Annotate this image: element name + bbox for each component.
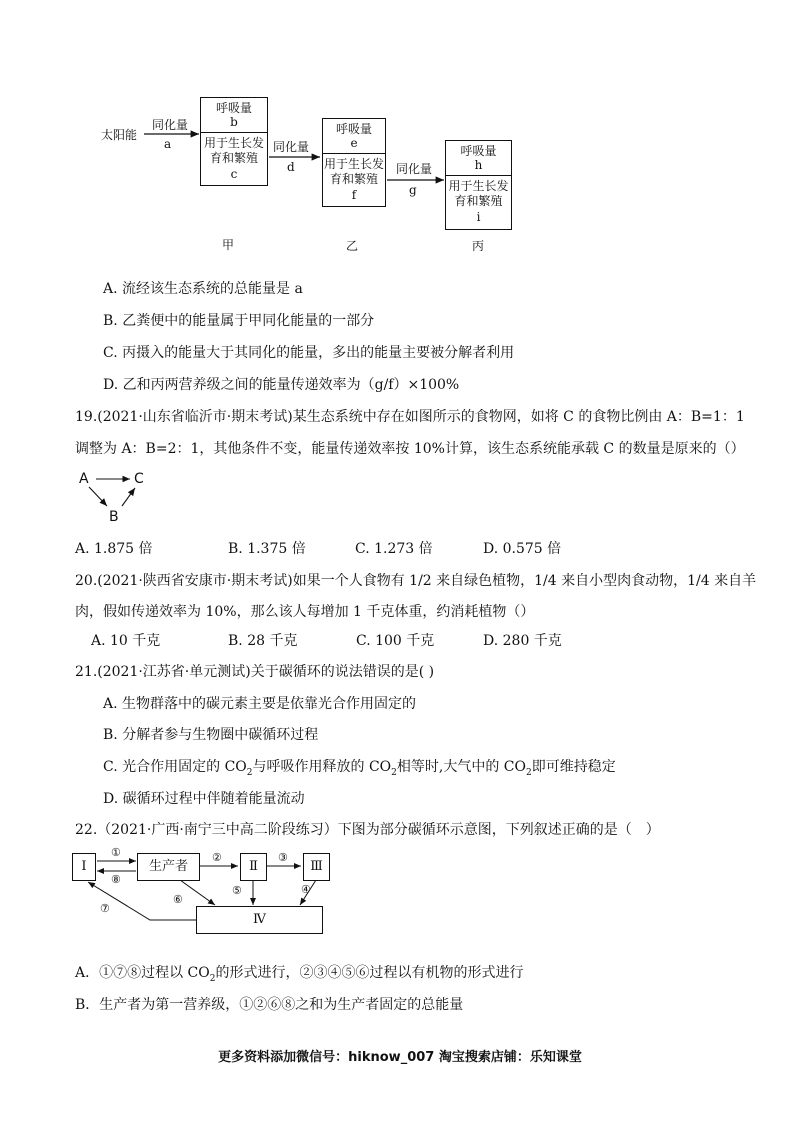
growth-label-2: 育和繁殖 <box>329 172 378 186</box>
carbon-node-1: Ⅰ <box>72 853 96 881</box>
trophic-box-bing <box>445 140 512 230</box>
q19-stem-line2: 调整为 A：B=2：1，其他条件不变，能量传递效率按 10%计算，该生态系统能承载 C 的数量是原来的（） <box>75 441 745 457</box>
process-mark-7: ⑦ <box>100 902 110 915</box>
q19-option-a: A. 1.875 倍 <box>75 541 153 557</box>
q19-option-d: D. 0.575 倍 <box>483 541 562 557</box>
trophic-box-jia <box>200 97 268 186</box>
process-mark-2: ② <box>212 851 222 864</box>
growth-label-1: 用于生长发 <box>448 179 509 193</box>
var-d: d <box>287 160 295 174</box>
process-mark-6: ⑥ <box>173 893 183 906</box>
q19-option-c: C. 1.273 倍 <box>355 541 433 557</box>
q18-option-b: B. 乙粪便中的能量属于甲同化能量的一部分 <box>103 313 375 329</box>
growth-var: c <box>230 167 238 181</box>
growth-label-1: 用于生长发 <box>323 157 384 171</box>
q20-stem-line1: 20.(2021·陕西省安康市·期末考试)如果一个人食物有 1/2 来自绿色植物，1/4 来自小型肉食动物，1/4 来自羊 <box>75 573 757 589</box>
box-divider <box>201 132 267 133</box>
q22-stem: 22.（2021·广西·南宁三中高二阶段练习）下图为部分碳循环示意图，下列叙述正确的是（ ） <box>75 822 660 838</box>
q22-option-a: A．①⑦⑧过程以 $CO_2$的形式进行，②③④⑤⑥过程以有机物的形式进行 <box>75 965 524 984</box>
growth-label-2: 育和繁殖 <box>454 194 503 208</box>
q22-option-b: B．生产者为第一营养级，①②⑥⑧之和为生产者固定的总能量 <box>75 997 464 1013</box>
q19-option-b: B. 1.375 倍 <box>228 541 306 557</box>
q21-option-a: A. 生物群落中的碳元素主要是依靠光合作用固定的 <box>103 696 417 712</box>
var-g: g <box>409 183 417 197</box>
process-mark-8: ⑧ <box>111 873 121 886</box>
q19-stem-line1: 19.(2021·山东省临沂市·期末考试)某生态系统中存在如图所示的食物网，如将 C 的食物比例由 A：B=1：1 <box>75 409 745 425</box>
process-mark-5: ⑤ <box>232 884 242 897</box>
respiration-var: e <box>350 136 358 150</box>
carbon-node-3: Ⅲ <box>303 853 330 881</box>
assimilation-label-a: 同化量 <box>152 118 189 132</box>
q18-option-d: D. 乙和丙两营养级之间的能量传递效率为（g/f）×100% <box>103 377 460 393</box>
trophic-box-yi <box>322 118 386 207</box>
growth-label-2: 育和繁殖 <box>209 151 258 165</box>
box-name-bing: 丙 <box>472 239 485 253</box>
process-mark-1: ① <box>111 846 121 859</box>
var-a: a <box>164 137 172 151</box>
box-name-yi: 乙 <box>346 239 359 253</box>
q21-option-b: B. 分解者参与生物圈中碳循环过程 <box>103 727 319 743</box>
q20-stem-line2: 肉，假如传递效率为 10%，那么该人每增加 1 千克体重，约消耗植物（） <box>75 604 535 620</box>
respiration-label: 呼吸量 <box>215 101 252 115</box>
food-web-node-b: B <box>109 509 119 525</box>
q21-stem: 21.(2021·江苏省·单元测试)关于碳循环的说法错误的是( ) <box>75 664 435 680</box>
box-divider <box>323 153 385 154</box>
q18-option-c: C. 丙摄入的能量大于其同化的能量，多出的能量主要被分解者利用 <box>103 345 515 361</box>
carbon-node-producer: 生产者 <box>137 853 200 881</box>
respiration-label: 呼吸量 <box>460 144 497 158</box>
food-web-node-c: C <box>134 471 144 487</box>
growth-label-1: 用于生长发 <box>203 136 264 150</box>
food-web-node-a: A <box>79 471 89 487</box>
box-divider <box>446 175 511 176</box>
q20-option-c: C. 100 千克 <box>356 633 435 649</box>
process-mark-3: ③ <box>278 851 288 864</box>
respiration-label: 呼吸量 <box>335 122 372 136</box>
process-mark-4: ④ <box>301 883 311 896</box>
assimilation-label-g: 同化量 <box>396 162 433 176</box>
q20-option-b: B. 28 千克 <box>228 633 298 649</box>
box-name-jia: 甲 <box>222 238 235 252</box>
page-footer: 更多资料添加微信号：hiknow_007 淘宝搜索店铺：乐知课堂 <box>218 1050 582 1065</box>
q20-option-a: A. 10 千克 <box>91 633 161 649</box>
arrow-a-to-b <box>89 487 107 506</box>
respiration-var: h <box>474 158 483 172</box>
carbon-node-2: Ⅱ <box>240 853 267 881</box>
q21-option-c: C. 光合作用固定的 $CO_2$与呼吸作用释放的 $CO_2$相等时,大气中的 $CO_2$即可维持稳定 <box>103 759 616 778</box>
respiration-var: b <box>230 115 238 129</box>
q20-option-d: D. 280 千克 <box>483 633 562 649</box>
sun-energy-label: 太阳能 <box>101 128 138 142</box>
carbon-node-4: Ⅳ <box>196 906 323 934</box>
q21-option-d: D. 碳循环过程中伴随着能量流动 <box>103 791 305 807</box>
q18-option-a: A. 流经该生态系统的总能量是 a <box>103 281 303 297</box>
growth-var: i <box>476 210 481 224</box>
assimilation-label-d: 同化量 <box>273 140 310 154</box>
growth-var: f <box>351 188 357 202</box>
arrow-b-to-c <box>122 488 135 506</box>
